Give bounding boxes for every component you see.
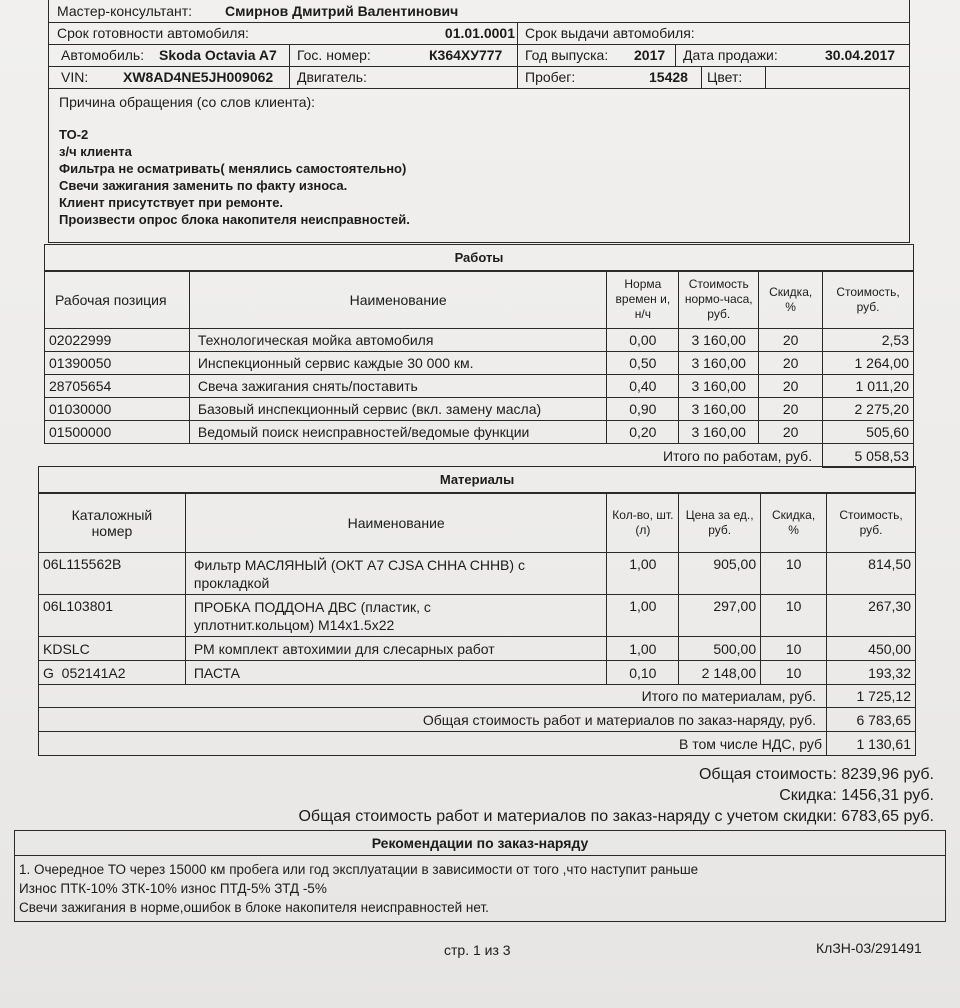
work-name: Базовый инспекционный сервис (вкл. замену масла) [189, 398, 607, 421]
works-total-label: Итого по работам, руб. [45, 444, 823, 468]
work-norm: 0,00 [607, 329, 679, 352]
table-row [39, 553, 916, 595]
reason-line: Свечи зажигания заменить по факту износа. [59, 178, 348, 193]
mat-disc: 10 [761, 553, 827, 595]
mat-code: 06L115562B [39, 553, 186, 595]
car-label: Автомобиль: [61, 47, 145, 63]
work-rate: 3 160,00 [679, 352, 759, 375]
work-rate: 3 160,00 [679, 329, 759, 352]
reason-line: з/ч клиента [59, 144, 132, 159]
work-code: 28705654 [45, 375, 190, 398]
recommend-title: Рекомендации по заказ-наряду [371, 835, 589, 851]
materials-total-value: 1 725,12 [827, 685, 916, 708]
works-header-row [45, 271, 914, 329]
work-disc: 20 [759, 421, 823, 444]
materials-title-bar [38, 466, 916, 494]
work-code: 01500000 [45, 421, 190, 444]
mat-price: 500,00 [679, 637, 761, 661]
ready-label: Срок готовности автомобиля: [57, 25, 249, 41]
reason-line: ТО-2 [59, 127, 89, 142]
year-label: Год выпуска: [525, 47, 609, 63]
work-rate: 3 160,00 [679, 398, 759, 421]
materials-total-label: Итого по материалам, руб. [39, 685, 827, 708]
mat-code: KDSLC [39, 637, 186, 661]
mat-col-disc: Скидка, % [761, 493, 827, 553]
work-disc: 20 [759, 375, 823, 398]
mat-code: 06L103801 [39, 595, 186, 637]
work-norm: 0,40 [607, 375, 679, 398]
works-total-row [45, 444, 914, 468]
recommend-line: 1. Очередное ТО через 15000 км пробега или год эксплуатации в зависимости от того ,что наступит раньше [19, 862, 699, 877]
mat-name: ПАСТА [185, 661, 607, 685]
master-name: Смирнов Дмитрий Валентинович [225, 3, 459, 19]
vin-value: XW8AD4NE5JH009062 [123, 69, 274, 85]
recommend-line: Свечи зажигания в норме,ошибок в блоке накопителя неисправностей нет. [19, 900, 489, 915]
reason-line: Клиент присутствует при ремонте. [59, 195, 284, 210]
sale-label: Дата продажи: [683, 47, 778, 63]
table-row [39, 637, 916, 661]
recommend-lines [15, 856, 945, 917]
mat-qty: 1,00 [607, 637, 679, 661]
mat-qty: 1,00 [607, 553, 679, 595]
materials-table [38, 492, 916, 756]
table-row [45, 421, 914, 444]
mat-disc: 10 [761, 661, 827, 685]
mat-cost: 267,30 [827, 595, 916, 637]
mat-disc: 10 [761, 595, 827, 637]
vat-value: 1 130,61 [827, 732, 916, 756]
master-label: Мастер-консультант: [57, 3, 193, 19]
summary-discount: Скидка: 1456,31 руб. [779, 787, 934, 804]
work-name: Технологическая мойка автомобиля [189, 329, 607, 352]
mat-price: 2 148,00 [679, 661, 761, 685]
work-norm: 0,90 [607, 398, 679, 421]
summary-final: Общая стоимость работ и материалов по заказ-наряду с учетом скидки: 6783,65 руб. [298, 808, 934, 825]
document-code: КлЗН-03/291491 [816, 940, 922, 956]
work-norm: 0,20 [607, 421, 679, 444]
gos-value: К364ХУ777 [429, 47, 503, 63]
materials-title: Материалы [439, 472, 515, 487]
works-col-rate: Стоимость нормо-часа, руб. [679, 271, 759, 329]
mat-cost: 814,50 [827, 553, 916, 595]
materials-total-row [39, 685, 916, 708]
table-row [45, 398, 914, 421]
vat-row [39, 732, 916, 756]
mat-qty: 0,10 [607, 661, 679, 685]
work-name: Свеча зажигания снять/поставить [189, 375, 607, 398]
works-col-name: Наименование [189, 271, 607, 329]
work-code: 01390050 [45, 352, 190, 375]
mat-cost: 450,00 [827, 637, 916, 661]
work-code: 01030000 [45, 398, 190, 421]
table-row [45, 329, 914, 352]
mat-code: G 052141A2 [39, 661, 186, 685]
materials-header-row [39, 493, 916, 553]
mat-qty: 1,00 [607, 595, 679, 637]
page-number: стр. 1 из 3 [444, 942, 511, 958]
mat-col-qty: Кол-во, шт. (л) [607, 493, 679, 553]
work-rate: 3 160,00 [679, 421, 759, 444]
work-disc: 20 [759, 352, 823, 375]
recommend-line: Износ ПТК-10% ЗТК-10% износ ПТД-5% ЗТД -5% [19, 881, 327, 896]
recommend-block [14, 830, 946, 922]
table-row [45, 375, 914, 398]
works-col-norm: Норма времен и, н/ч [607, 271, 679, 329]
works-col-disc: Скидка, % [759, 271, 823, 329]
work-name: Инспекционный сервис каждые 30 000 км. [189, 352, 607, 375]
mat-price: 905,00 [679, 553, 761, 595]
mat-col-name: Наименование [185, 493, 607, 553]
work-cost: 2,53 [823, 329, 914, 352]
work-cost: 1 264,00 [823, 352, 914, 375]
reason-line: Фильтра не осматривать( менялись самостоятельно) [59, 161, 407, 176]
work-name: Ведомый поиск неисправностей/ведомые функции [189, 421, 607, 444]
sale-value: 30.04.2017 [825, 47, 896, 63]
header-block [48, 0, 910, 90]
recommend-title-bar [15, 831, 945, 856]
works-table [44, 270, 914, 468]
mat-price: 297,00 [679, 595, 761, 637]
works-total-value: 5 058,53 [823, 444, 914, 468]
work-cost: 505,60 [823, 421, 914, 444]
summary-total: Общая стоимость: 8239,96 руб. [698, 766, 934, 783]
work-cost: 2 275,20 [823, 398, 914, 421]
mat-cost: 193,32 [827, 661, 916, 685]
mat-col-cost: Стоимость, руб. [827, 493, 916, 553]
table-row [45, 352, 914, 375]
work-rate: 3 160,00 [679, 375, 759, 398]
ready-value: 01.01.0001 [444, 25, 515, 41]
grand-total-value: 6 783,65 [827, 708, 916, 732]
car-value: Skoda Octavia A7 [159, 47, 277, 63]
mileage-value: 15428 [649, 69, 688, 85]
works-title-bar [44, 244, 914, 272]
mat-col-code: Каталожный номер [39, 493, 186, 553]
vin-label: VIN: [61, 69, 89, 85]
mat-name: Фильтр МАСЛЯНЫЙ (ОКТ А7 CJSA CHHA CHHB) с прокладкой [185, 553, 607, 595]
works-col-code: Рабочая позиция [45, 271, 190, 329]
table-row [39, 595, 916, 637]
work-cost: 1 011,20 [823, 375, 914, 398]
grand-total-label: Общая стоимость работ и материалов по заказ-наряду, руб. [39, 708, 827, 732]
reason-block [48, 88, 910, 243]
engine-label: Двигатель: [297, 69, 367, 85]
mat-name: ПРОБКА ПОДДОНА ДВС (пластик, с уплотнит.кольцом) M14x1.5x22 [185, 595, 607, 637]
year-value: 2017 [634, 47, 666, 63]
mat-name: РМ комплект автохимии для слесарных работ [185, 637, 607, 661]
vat-label: В том числе НДС, руб [39, 732, 827, 756]
reason-lines [59, 126, 410, 228]
table-row [39, 661, 916, 685]
mat-disc: 10 [761, 637, 827, 661]
work-disc: 20 [759, 398, 823, 421]
gos-label: Гос. номер: [297, 47, 371, 63]
color-label: Цвет: [707, 69, 743, 85]
works-col-cost: Стоимость, руб. [823, 271, 914, 329]
work-disc: 20 [759, 329, 823, 352]
works-title: Работы [454, 250, 504, 265]
grand-total-row [39, 708, 916, 732]
reason-line: Произвести опрос блока накопителя неисправностей. [59, 212, 410, 227]
work-norm: 0,50 [607, 352, 679, 375]
work-code: 02022999 [45, 329, 190, 352]
reason-label: Причина обращения (со слов клиента): [59, 94, 316, 110]
summary-block [200, 764, 934, 827]
mat-col-price: Цена за ед., руб. [679, 493, 761, 553]
mileage-label: Пробег: [525, 69, 576, 85]
issue-label: Срок выдачи автомобиля: [525, 25, 695, 41]
